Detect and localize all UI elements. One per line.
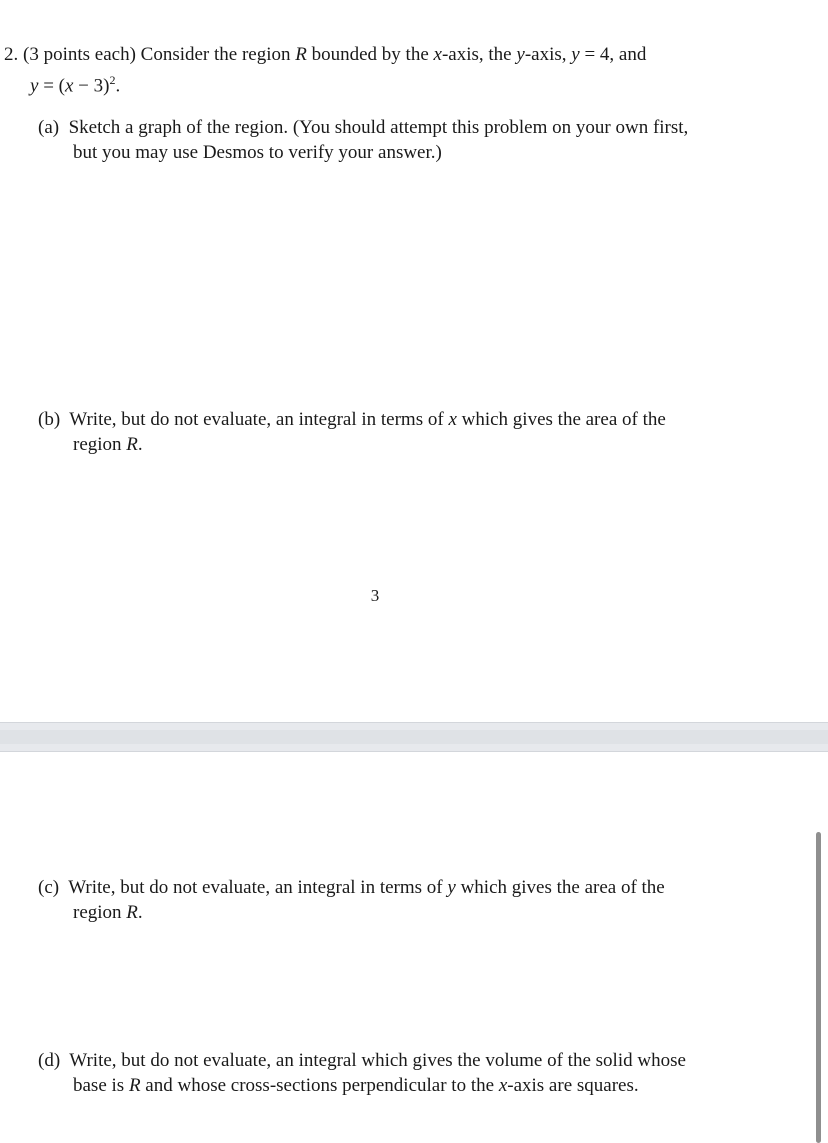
page-number: 3 [370,586,380,605]
part-d-line1: (d) Write, but do not evaluate, an integral which gives the volume of the solid whose [38,1050,686,1071]
part-c-line2: region R. [73,902,143,923]
page-break [0,722,828,752]
page-break-shade [0,730,828,744]
part-a-line2: but you may use Desmos to verify your answer.) [73,142,442,163]
problem-intro-line2: $y = (x - 3)^2$. [30,73,121,97]
scrollbar-thumb[interactable] [816,832,821,1143]
part-c-line1: (c) Write, but do not evaluate, an integral in terms of y which gives the area of the [38,877,665,898]
part-a-line1: (a) Sketch a graph of the region. (You should attempt this problem on your own first, [38,117,689,138]
part-b-line1: (b) Write, but do not evaluate, an integral in terms of x which gives the area of the [38,409,666,430]
part-b-line2: region R. [73,434,143,455]
problem-intro-line1: 2. (3 points each) Consider the region R bounded by the x-axis, the y-axis, y = 4, and [4,44,647,65]
part-d-line2: base is R and whose cross-sections perpendicular to the x-axis are squares. [73,1075,639,1096]
